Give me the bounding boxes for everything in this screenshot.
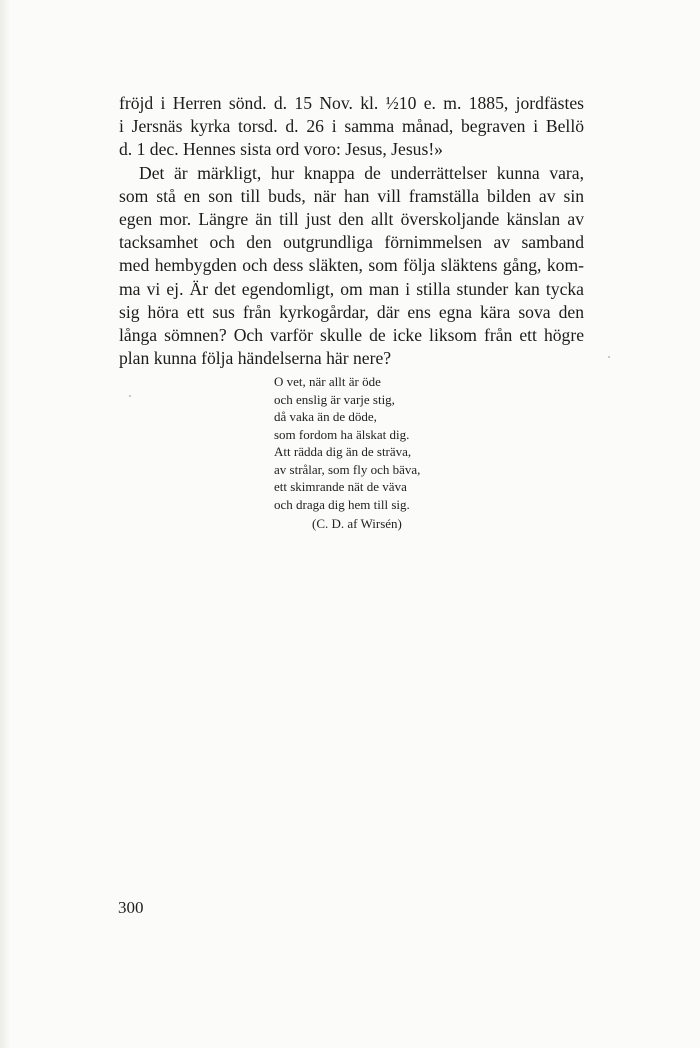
poem-line: ett skimrande nät de väva	[274, 479, 407, 494]
paragraph-line: Det är märkligt, hur knappa de underrättelser kunna vara,	[139, 162, 584, 183]
paragraph-line: långa sömnen? Och varför skulle de icke liksom från ett högre	[119, 324, 584, 345]
paragraph-line: ma vi ej. Är det egendomligt, om man i stilla stunder kan tycka	[119, 278, 584, 299]
poem-line: O vet, när allt är öde	[274, 374, 381, 389]
paragraph-line: sig höra ett sus från kyrkogårdar, där ens egna kära sova den	[119, 301, 584, 322]
poem-attribution: (C. D. af Wirsén)	[312, 516, 402, 531]
paragraph-line: tacksamhet och den outgrundliga förnimmelsen av samband	[119, 232, 584, 253]
poem-line: av strålar, som fly och bäva,	[274, 461, 421, 477]
page-number: 300	[118, 898, 144, 917]
paragraph-line: i Jersnäs kyrka torsd. d. 26 i samma månad, begraven i Bellö	[119, 116, 584, 137]
page-edge-shadow	[0, 0, 10, 1048]
paragraph-line: plan kunna följa händelserna här nere?	[119, 348, 392, 369]
paragraph-line: egen mor. Längre än till just den allt överskoljande känslan av	[119, 208, 584, 229]
paragraph-line: med hembygden och dess släkten, som följa släktens gång, kom-	[119, 255, 584, 276]
poem-line: och enslig är varje stig,	[274, 391, 395, 407]
poem-quote	[274, 373, 484, 533]
poem-line: som fordom ha älskat dig.	[274, 426, 410, 442]
paragraph-line: d. 1 dec. Hennes sista ord voro: Jesus, Jesus!»	[119, 139, 443, 160]
poem-line: Att rädda dig än de sträva,	[274, 444, 412, 459]
paragraph-line: fröjd i Herren sönd. d. 15 Nov. kl. ½10 e. m. 1885, jordfästes	[119, 93, 584, 113]
poem-line: då vaka än de döde,	[274, 409, 377, 424]
paper-speck	[129, 395, 131, 397]
body-paragraph	[119, 92, 584, 370]
paragraph-line: som stå en son till buds, när han vill framställa bilden av sin	[119, 185, 584, 206]
poem-line: och draga dig hem till sig.	[274, 496, 410, 512]
paper-speck	[608, 356, 610, 358]
